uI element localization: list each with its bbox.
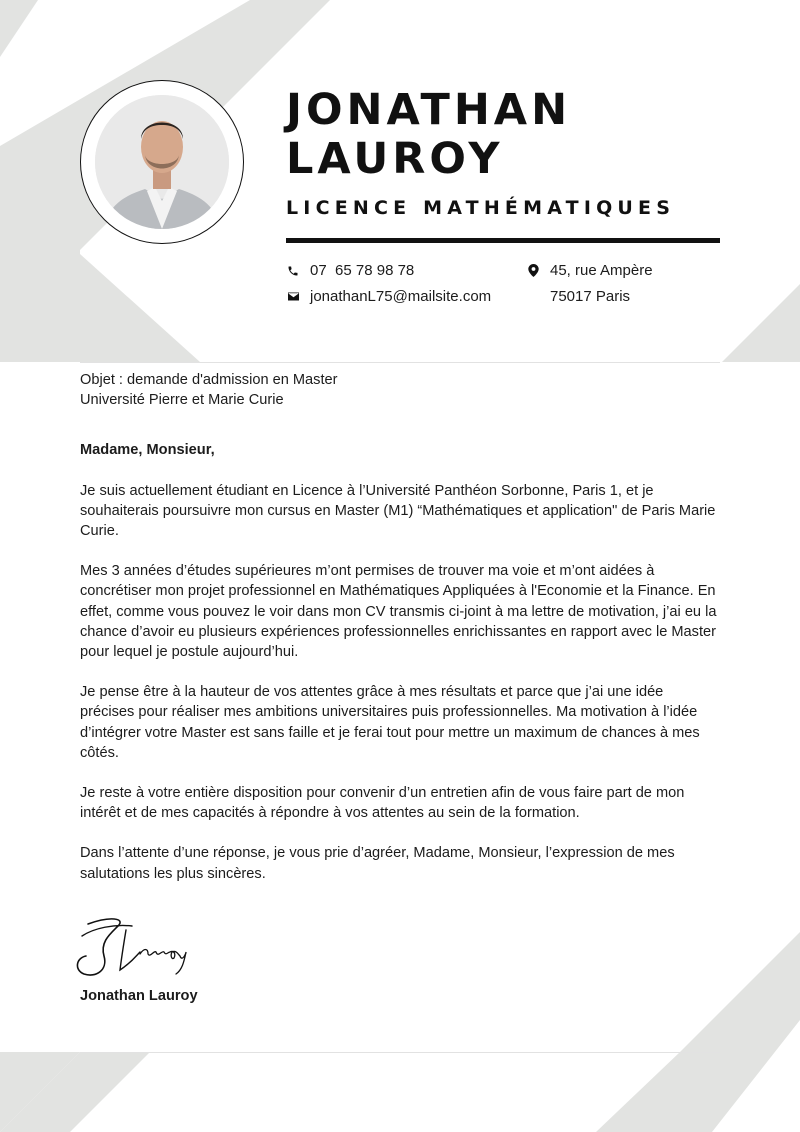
paragraph-3: Je pense être à la hauteur de vos attentes grâce à mes résultats et parce que j’ai une idée précises pour réaliser mes ambitions universitaires puis professionnelles. Ma motivation à l’idée d’intégrer votre Master est sans faille et je ferai tout pour mettre un maximum de chances à mes côtés. — [80, 684, 700, 761]
address-row — [526, 262, 653, 279]
last-name: LAUROY — [286, 134, 504, 184]
mail-icon — [286, 290, 300, 304]
person-portrait-icon — [95, 95, 229, 229]
header-separator — [80, 362, 720, 363]
degree-title: LICENCE MATHÉMATIQUES — [286, 197, 676, 219]
right-corner-shape — [722, 284, 800, 362]
phone-row — [286, 262, 414, 279]
first-name: JONATHAN — [286, 85, 572, 135]
letter-object — [80, 370, 720, 410]
paragraph-4: Je reste à votre entière disposition pour convenir d’un entretien afin de vous faire part de mon intérêt et de mes capacités à répondre à vos attentes au sein de la formation. — [80, 785, 685, 822]
email-address: jonathanL75@mailsite.com — [310, 288, 492, 305]
phone-number: 07 65 78 98 78 — [310, 262, 415, 279]
phone-icon — [286, 264, 300, 278]
left-wedge — [80, 254, 200, 362]
salutation: Madame, Monsieur, — [80, 442, 215, 459]
handwritten-signature — [70, 912, 200, 984]
location-pin-icon — [526, 264, 540, 278]
header-rule — [286, 238, 720, 243]
address-line-2: 75017 Paris — [550, 288, 631, 305]
paragraph-2: Mes 3 années d’études supérieures m’ont permises de trouver ma voie et m’ont aidées à concrétiser mon projet professionnel en Mathématiques Appliquées à l'Economie et la Finance. En effet, comme vous pouvez le voir dans mon CV transmis ci-joint à ma lettre de motivation, j’ai eu la chance d’avoir eu plusieurs expériences professionnelles enrichissantes en rapport avec le Master pour lequel je postule aujourd’hui. — [80, 563, 717, 661]
bottom-right-band — [596, 932, 800, 1132]
signature-name: Jonathan Lauroy — [80, 988, 198, 1004]
letter-body — [80, 370, 720, 904]
address-line-1: 45, rue Ampère — [550, 262, 653, 279]
object-line-2: Université Pierre et Marie Curie — [80, 392, 284, 409]
top-left-diagonal-band — [0, 0, 38, 60]
paragraph-5: Dans l’attente d’une réponse, je vous prie d’agréer, Madame, Monsieur, l’expression de mes salutations les plus sincères. — [80, 845, 675, 882]
profile-photo — [95, 95, 229, 229]
email-row — [286, 288, 491, 305]
footer-separator — [80, 1052, 720, 1053]
candidate-name — [286, 86, 571, 184]
paragraph-1: Je suis actuellement étudiant en Licence à l’Université Panthéon Sorbonne, Paris 1, et je souhaiterais poursuivre mon cursus en Master (M1) “Mathématiques et application" de Paris Marie Curie. — [80, 482, 716, 540]
object-line-1: Objet : demande d'admission en Master — [80, 372, 338, 388]
